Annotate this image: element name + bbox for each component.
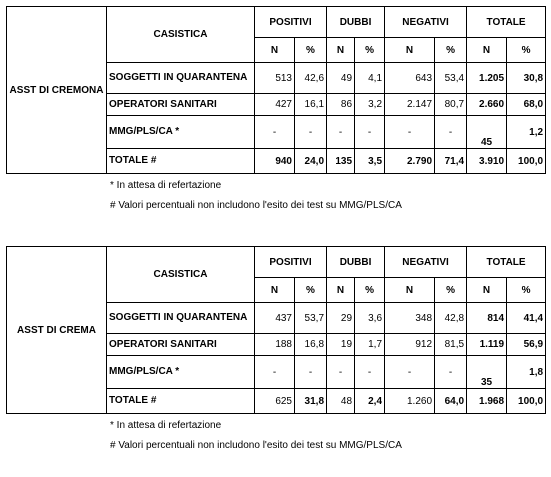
dubbi-header: DUBBI [327,7,385,38]
footnote: * In attesa di refertazione [110,180,222,191]
totale-pct-cell: 100,0 [507,389,546,414]
row-label: OPERATORI SANITARI [107,94,255,116]
positivi-pct-cell: 53,7 [295,303,327,334]
totale-pct-cell: 100,0 [507,149,546,174]
totale-pct-cell: 56,9 [507,334,546,356]
positivi-pct-cell: 16,8 [295,334,327,356]
asst-cremona-section [6,6,545,216]
row-label: MMG/PLS/CA * [107,116,255,149]
dubbi-pct-cell: 3,5 [355,149,385,174]
positivi-pct-cell: 24,0 [295,149,327,174]
dubbi-header: DUBBI [327,247,385,278]
dubbi-pct-header: % [355,278,385,303]
asst-label: ASST DI CREMONA [7,7,107,174]
dubbi-pct-cell: - [355,116,385,149]
negativi-n-cell: 912 [385,334,435,356]
positivi-pct-header: % [295,278,327,303]
row-label: SOGGETTI IN QUARANTENA [107,303,255,334]
negativi-n-cell: 643 [385,63,435,94]
negativi-n-cell: - [385,116,435,149]
positivi-n-cell: - [255,116,295,149]
negativi-pct-cell: 80,7 [435,94,467,116]
positivi-n-cell: 188 [255,334,295,356]
negativi-n-cell: 2.790 [385,149,435,174]
positivi-n-cell: 513 [255,63,295,94]
row-label: SOGGETTI IN QUARANTENA [107,63,255,94]
totale-n-header: N [467,38,507,63]
dubbi-pct-cell: 1,7 [355,334,385,356]
dubbi-n-cell: 29 [327,303,355,334]
positivi-pct-cell: 31,8 [295,389,327,414]
negativi-n-header: N [385,38,435,63]
positivi-pct-cell: - [295,356,327,389]
dubbi-pct-cell: 4,1 [355,63,385,94]
positivi-n-cell: 940 [255,149,295,174]
totale-pct-cell: 30,8 [507,63,546,94]
positivi-header: POSITIVI [255,7,327,38]
totale-pct-cell: 41,4 [507,303,546,334]
dubbi-pct-cell: 3,6 [355,303,385,334]
crema-stats-table [6,246,546,414]
negativi-pct-cell: 53,4 [435,63,467,94]
totale-pct-cell: 1,8 [507,356,546,389]
footnotes [6,176,545,216]
negativi-pct-header: % [435,38,467,63]
dubbi-n-cell: 48 [327,389,355,414]
row-label: OPERATORI SANITARI [107,334,255,356]
negativi-pct-cell: 64,0 [435,389,467,414]
totale-n-cell: 3.910 [467,149,507,174]
row-label: TOTALE # [107,149,255,174]
dubbi-n-cell: - [327,116,355,149]
totale-pct-header: % [507,38,546,63]
totale-pct-cell: 68,0 [507,94,546,116]
row-label: MMG/PLS/CA * [107,356,255,389]
negativi-header: NEGATIVI [385,7,467,38]
footnote: # Valori percentuali non includono l'esito dei test su MMG/PLS/CA [110,440,402,451]
dubbi-pct-cell: 3,2 [355,94,385,116]
totale-n-cell: 1.968 [467,389,507,414]
dubbi-pct-cell: - [355,356,385,389]
totale-n-header: N [467,278,507,303]
totale-pct-header: % [507,278,546,303]
positivi-n-cell: 625 [255,389,295,414]
negativi-pct-cell: - [435,356,467,389]
totale-n-cell: 45 [467,116,507,149]
totale-pct-cell: 1,2 [507,116,546,149]
positivi-pct-header: % [295,38,327,63]
negativi-n-cell: 2.147 [385,94,435,116]
positivi-pct-cell: 16,1 [295,94,327,116]
totale-header: TOTALE [467,7,546,38]
positivi-n-header: N [255,278,295,303]
totale-n-cell: 35 [467,356,507,389]
dubbi-n-header: N [327,38,355,63]
footnote: * In attesa di refertazione [110,420,222,431]
dubbi-n-cell: - [327,356,355,389]
negativi-header: NEGATIVI [385,247,467,278]
footnote: # Valori percentuali non includono l'esito dei test su MMG/PLS/CA [110,200,402,211]
totale-n-cell: 814 [467,303,507,334]
negativi-pct-cell: 71,4 [435,149,467,174]
casistica-header: CASISTICA [107,247,255,303]
negativi-n-cell: 348 [385,303,435,334]
negativi-n-cell: 1.260 [385,389,435,414]
dubbi-n-cell: 135 [327,149,355,174]
negativi-pct-header: % [435,278,467,303]
negativi-pct-cell: 42,8 [435,303,467,334]
totale-n-cell: 2.660 [467,94,507,116]
casistica-header: CASISTICA [107,7,255,63]
positivi-n-header: N [255,38,295,63]
negativi-n-cell: - [385,356,435,389]
dubbi-n-cell: 49 [327,63,355,94]
footnotes [6,416,545,456]
positivi-n-cell: 427 [255,94,295,116]
negativi-n-header: N [385,278,435,303]
asst-crema-section [6,246,545,456]
positivi-pct-cell: - [295,116,327,149]
positivi-n-cell: - [255,356,295,389]
positivi-pct-cell: 42,6 [295,63,327,94]
cremona-stats-table [6,6,546,174]
positivi-header: POSITIVI [255,247,327,278]
row-label: TOTALE # [107,389,255,414]
asst-label: ASST DI CREMA [7,247,107,414]
negativi-pct-cell: 81,5 [435,334,467,356]
dubbi-pct-header: % [355,38,385,63]
dubbi-n-cell: 19 [327,334,355,356]
negativi-pct-cell: - [435,116,467,149]
dubbi-pct-cell: 2,4 [355,389,385,414]
totale-header: TOTALE [467,247,546,278]
dubbi-n-cell: 86 [327,94,355,116]
dubbi-n-header: N [327,278,355,303]
positivi-n-cell: 437 [255,303,295,334]
totale-n-cell: 1.119 [467,334,507,356]
totale-n-cell: 1.205 [467,63,507,94]
